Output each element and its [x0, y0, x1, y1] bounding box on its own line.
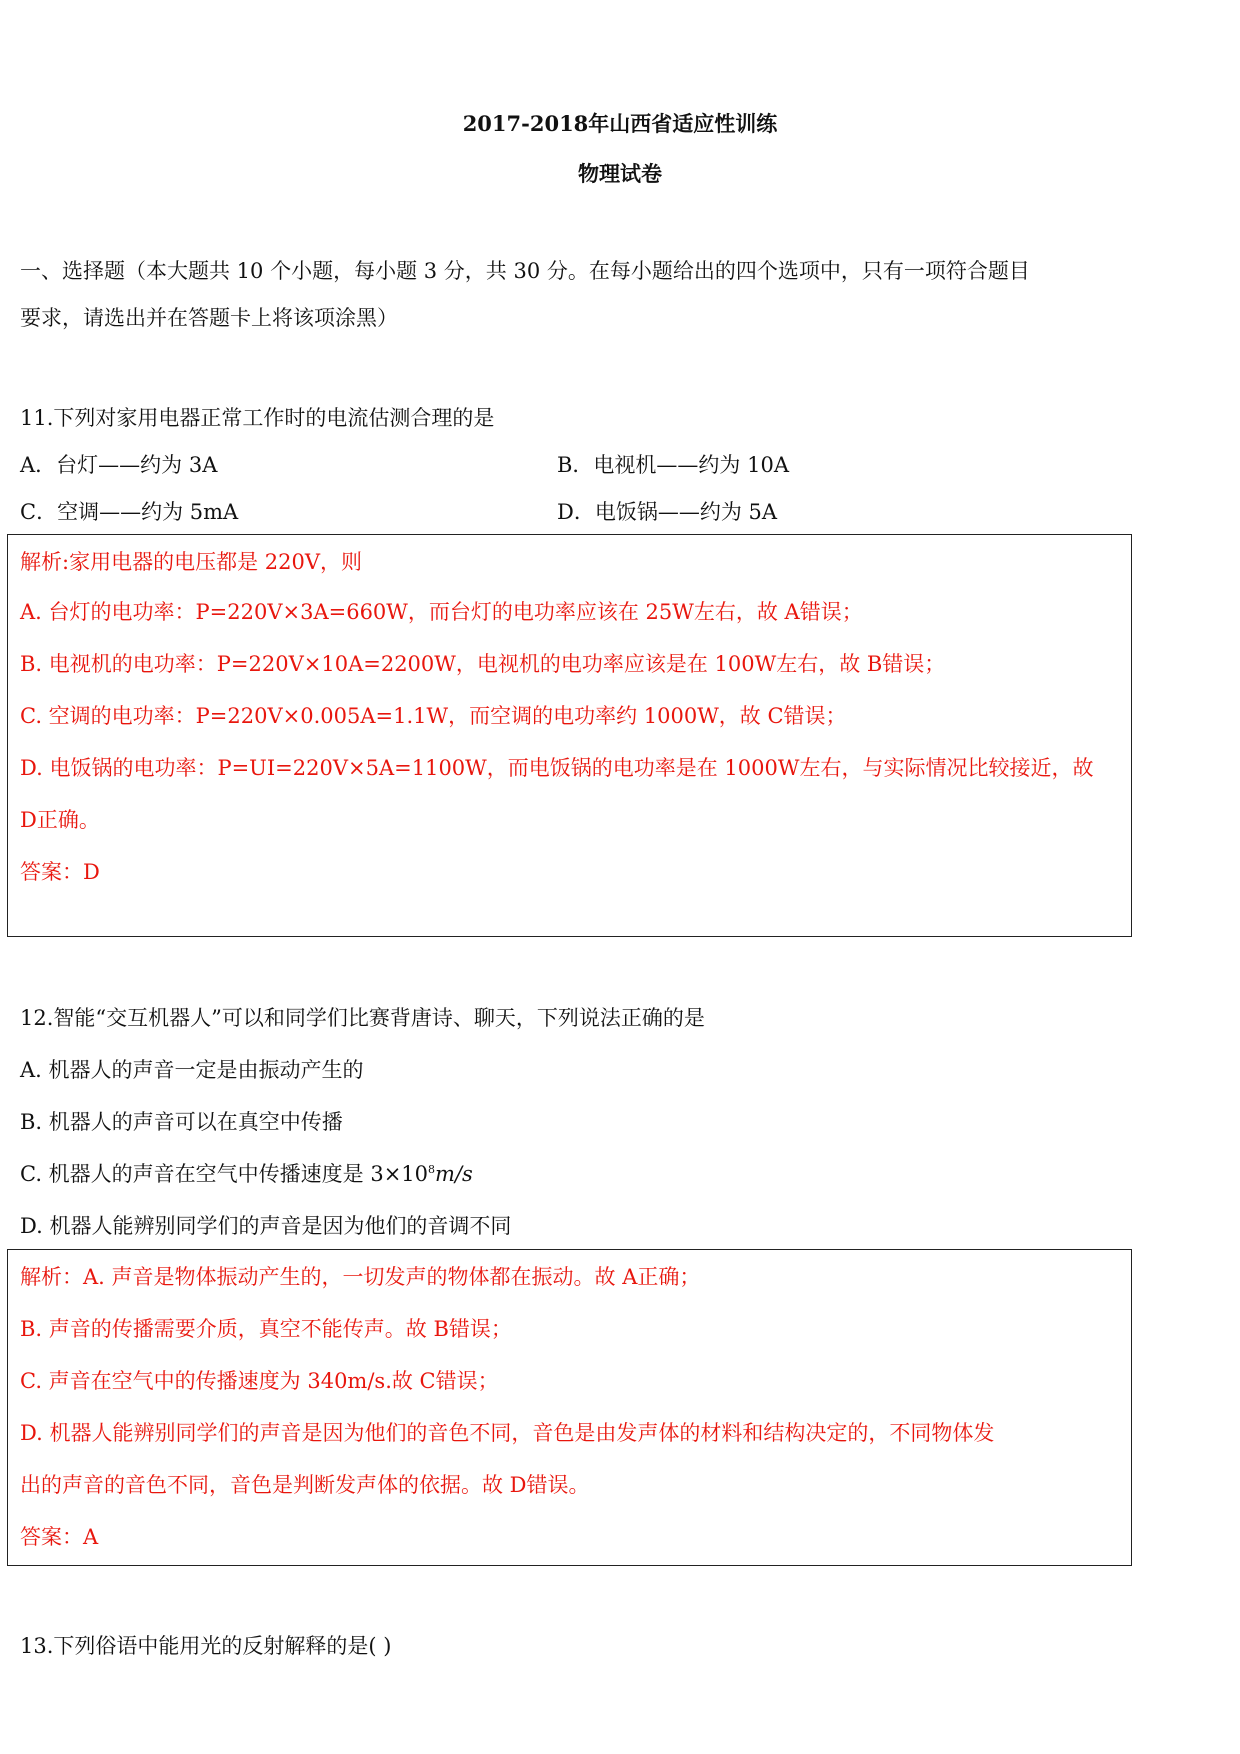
- q11-answer: 答案：D: [20, 860, 100, 884]
- section-heading-line-1: 一、选择题（本大题共 10 个小题，每小题 3 分，共 30 分。在每小题给出的四个选项中，只有一项符合题目: [20, 259, 1030, 283]
- q11-option-d: D．电饭锅——约为 5A: [557, 500, 778, 524]
- q11-analysis-d-line-1: D. 电饭锅的电功率：P=UI=220V×5A=1100W，而电饭锅的电功率是在 1000W左右，与实际情况比较接近，故: [20, 756, 1094, 780]
- q12-stem: 12.智能“交互机器人”可以和同学们比赛背唐诗、聊天，下列说法正确的是: [20, 1006, 705, 1030]
- q11-option-a: A．台灯——约为 3A: [20, 453, 218, 477]
- q13-stem: 13.下列俗语中能用光的反射解释的是( ): [20, 1634, 392, 1658]
- q12-analysis-b: B. 声音的传播需要介质，真空不能传声。故 B错误；: [20, 1317, 512, 1341]
- q12-answer: 答案：A: [20, 1525, 99, 1549]
- q12-option-a: A. 机器人的声音一定是由振动产生的: [20, 1058, 364, 1082]
- q12-option-c-unit: m/s: [435, 1162, 473, 1186]
- q11-option-b: B．电视机——约为 10A: [557, 453, 789, 477]
- document-title: 2017-2018年山西省适应性训练: [462, 111, 778, 136]
- document-subtitle: 物理试卷: [578, 161, 662, 186]
- q11-option-c: C．空调——约为 5mA: [20, 500, 239, 524]
- q12-option-b: B. 机器人的声音可以在真空中传播: [20, 1110, 343, 1134]
- q12-option-d: D. 机器人能辨别同学们的声音是因为他们的音调不同: [20, 1214, 512, 1238]
- q11-analysis-intro: 解析:家用电器的电压都是 220V，则: [20, 550, 362, 574]
- q11-analysis-box: [7, 534, 1132, 937]
- q12-analysis-box: [7, 1249, 1132, 1566]
- q12-analysis-c: C. 声音在空气中的传播速度为 340m/s.故 C错误；: [20, 1369, 499, 1393]
- section-heading-line-2: 要求，请选出并在答题卡上将该项涂黑）: [20, 306, 398, 330]
- q11-analysis-b: B. 电视机的电功率：P=220V×10A=2200W，电视机的电功率应该是在 100W左右，故 B错误；: [20, 652, 946, 676]
- q12-analysis-d-line-2: 出的声音的音色不同，音色是判断发声体的依据。故 D错误。: [20, 1473, 590, 1497]
- q11-stem: 11.下列对家用电器正常工作时的电流估测合理的是: [20, 406, 495, 430]
- q11-analysis-c: C. 空调的电功率：P=220V×0.005A=1.1W，而空调的电功率约 1000W，故 C错误；: [20, 704, 847, 728]
- q12-option-c: [20, 1159, 473, 1189]
- q12-analysis-a: 解析：A. 声音是物体振动产生的，一切发声的物体都在振动。故 A正确；: [20, 1265, 701, 1289]
- q12-option-c-text: C. 机器人的声音在空气中传播速度是 3×10: [20, 1162, 429, 1186]
- q12-analysis-d-line-1: D. 机器人能辨别同学们的声音是因为他们的音色不同，音色是由发声体的材料和结构决定的，不同物体发: [20, 1421, 995, 1445]
- q11-analysis-a: A. 台灯的电功率：P=220V×3A=660W，而台灯的电功率应该在 25W左右，故 A错误；: [20, 600, 863, 624]
- q11-analysis-d-line-2: D正确。: [20, 808, 100, 832]
- q12-option-c-exponent: 8: [428, 1163, 436, 1176]
